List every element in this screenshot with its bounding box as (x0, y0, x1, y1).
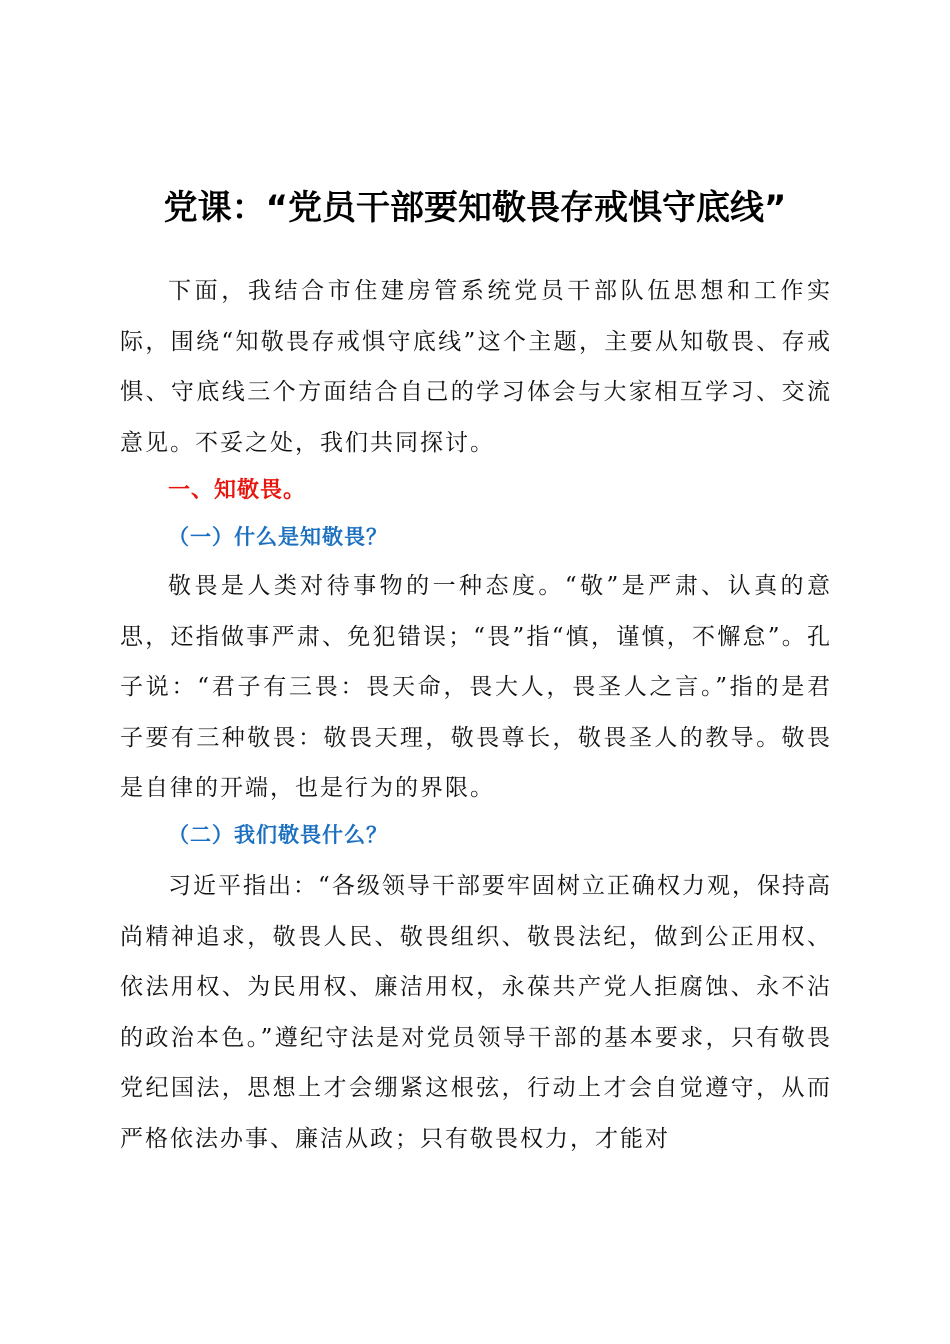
subsection-heading-2: （二）我们敬畏什么？ (168, 822, 388, 847)
section-heading-1: 一、知敬畏。 (168, 478, 307, 503)
intro-paragraph: 下面，我结合市住建房管系统党员干部队伍思想和工作实际，围绕“知敬畏存戒惧守底线”这个主题，主要从知敬畏、存戒惧、守底线三个方面结合自己的学习体会与大家相互学习、交流意见。不妥之处，我们共同探讨。 (120, 278, 832, 456)
subsection-2-paragraph: 习近平指出：“各级领导干部要牢固树立正确权力观，保持高尚精神追求，敬畏人民、敬畏组织、敬畏法纪，做到公正用权、依法用权、为民用权、廉洁用权，永葆共产党人拒腐蚀、永不沾的政治本色。”遵纪守法是对党员领导干部的基本要求，只有敬畏党纪国法，思想上才会绷紧这根弦，行动上才会自觉遵守，从而严格依法办事、廉洁从政；只有敬畏权力，才能对 (120, 873, 832, 1152)
document-title: 党课：“党员干部要知敬畏存戒惧守底线” (163, 188, 787, 228)
subsection-1-paragraph: 敬畏是人类对待事物的一种态度。“敬”是严肃、认真的意思，还指做事严肃、免犯错误；“畏”指“慎，谨慎，不懈怠”。孔子说：“君子有三畏：畏天命，畏大人，畏圣人之言。”指的是君子要有三种敬畏：敬畏天理，敬畏尊长，敬畏圣人的教导。敬畏是自律的开端，也是行为的界限。 (120, 573, 832, 801)
subsection-heading-1: （一）什么是知敬畏？ (168, 524, 388, 549)
